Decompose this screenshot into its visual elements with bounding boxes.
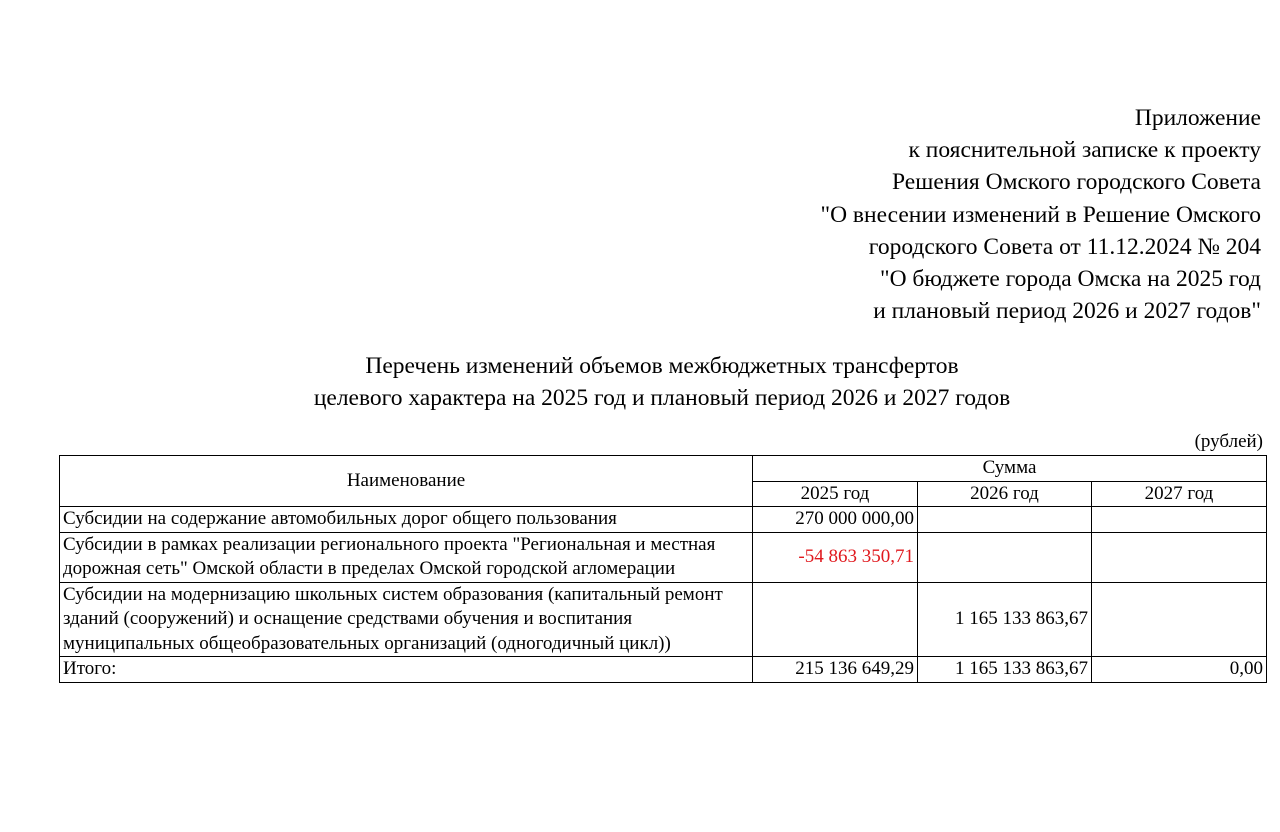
- value-cell-2026: [918, 507, 1092, 533]
- sum-column-header: Сумма: [753, 456, 1267, 482]
- appendix-line: "О бюджете города Омска на 2025 год: [879, 266, 1261, 293]
- table-row: [60, 507, 1267, 533]
- value-cell-2027: [1092, 582, 1267, 657]
- value-cell-2027: [1092, 507, 1267, 533]
- name-column-header: Наименование: [60, 456, 753, 507]
- units-label: (рублей): [1194, 431, 1263, 452]
- table-row: [60, 582, 1267, 657]
- value-cell-2025: [753, 582, 918, 657]
- appendix-line: Приложение: [1134, 105, 1261, 131]
- table-row: [60, 532, 1267, 582]
- title-line: Перечень изменений объемов межбюджетных трансфертов: [365, 353, 959, 379]
- total-row: [60, 657, 1267, 683]
- value-cell-2025: 270 000 000,00: [753, 507, 918, 533]
- table-header-row: [60, 456, 1267, 482]
- year-header-2027: 2027 год: [1092, 481, 1267, 507]
- total-value-2027: 0,00: [1092, 657, 1267, 683]
- appendix-line: "О внесении изменений в Решение Омского: [820, 201, 1261, 228]
- value-cell-2025: -54 863 350,71: [753, 532, 918, 582]
- value-cell-2027: [1092, 532, 1267, 582]
- total-value-2025: 215 136 649,29: [753, 657, 918, 683]
- transfers-table: [59, 455, 1267, 683]
- appendix-header: [820, 102, 1261, 327]
- value-cell-2026: 1 165 133 863,67: [918, 582, 1092, 657]
- document-title: [0, 350, 1280, 414]
- appendix-line: Решения Омского городского Совета: [892, 169, 1261, 196]
- year-header-2025: 2025 год: [753, 481, 918, 507]
- appendix-line: и плановый период 2026 и 2027 годов": [873, 298, 1261, 325]
- appendix-line: городского Совета от 11.12.2024 № 204: [868, 233, 1261, 260]
- row-name-cell: Субсидии в рамках реализации регионального проекта "Региональная и местная дорожная сеть" Омской области в пределах Омской городской агломерации: [60, 532, 753, 582]
- row-name-cell: Субсидии на модернизацию школьных систем образования (капитальный ремонт зданий (сооружений) и оснащение средствами обучения и воспитания муниципальных общеобразовательных организаций (одногодичный цикл)): [60, 582, 753, 657]
- title-line: целевого характера на 2025 год и плановый период 2026 и 2027 годов: [313, 385, 1011, 411]
- value-cell-2026: [918, 532, 1092, 582]
- total-value-2026: 1 165 133 863,67: [918, 657, 1092, 683]
- year-header-2026: 2026 год: [918, 481, 1092, 507]
- row-name-cell: Субсидии на содержание автомобильных дорог общего пользования: [60, 507, 753, 533]
- total-label: Итого:: [60, 657, 753, 683]
- appendix-line: к пояснительной записке к проекту: [908, 137, 1261, 164]
